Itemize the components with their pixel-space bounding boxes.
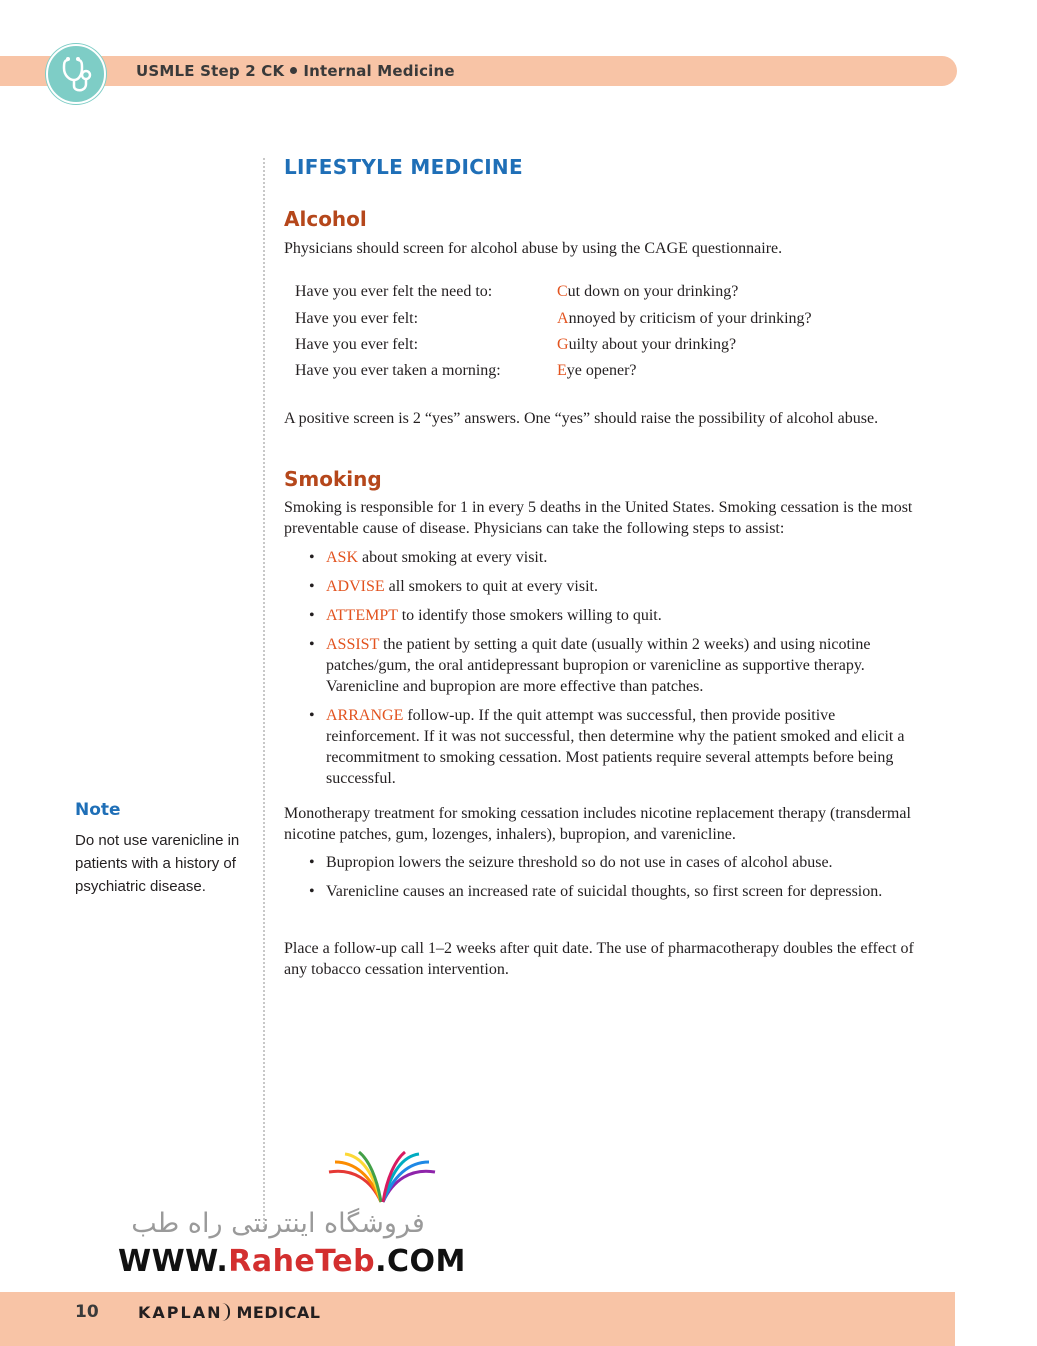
alcohol-positive-screen: A positive screen is 2 “yes” answers. One “yes” should raise the possibility of alcohol abuse.: [284, 410, 879, 427]
caution-bupropion: Bupropion lowers the seizure threshold so do not use in cases of alcohol abuse.: [326, 854, 833, 871]
section-title: LIFESTYLE MEDICINE: [284, 155, 523, 179]
stethoscope-icon: [46, 44, 106, 104]
caution-varenicline: Varenicline causes an increased rate of suicidal thoughts, so first screen for depression.: [326, 883, 883, 900]
monotherapy-paragraph: Monotherapy treatment for smoking cessation includes nicotine replacement therapy (transdermal nicotine patches, gum, lozenges, inhalers), bupropion, and varenicline.: [284, 805, 911, 843]
cage-answer-1: Cut down on your drinking?: [557, 283, 739, 300]
step-advise: ADVISE all smokers to quit at every visit.: [326, 578, 598, 595]
book-title: USMLE Step 2 CK: [136, 62, 285, 80]
running-header: [136, 62, 455, 80]
alcohol-heading: Alcohol: [284, 207, 367, 231]
step-attempt: ATTEMPT to identify those smokers willing to quit.: [326, 607, 662, 624]
watermark-url: WWW.RaheTeb.COM: [118, 1244, 466, 1279]
book-logo-icon: [325, 1150, 440, 1210]
cage-question-4: Have you ever taken a morning:: [295, 362, 501, 379]
cage-question-2: Have you ever felt:: [295, 310, 419, 327]
bullet-icon: •: [309, 707, 315, 724]
cage-answer-3: Guilty about your drinking?: [557, 336, 737, 353]
kaplan-medical-logo: KAPLAN MEDICAL: [138, 1303, 321, 1322]
followup-paragraph: Place a follow-up call 1–2 weeks after quit date. The use of pharmacotherapy doubles the effect of any tobacco cessation intervention.: [284, 940, 914, 978]
subject-title: Internal Medicine: [303, 62, 455, 80]
page-number: 10: [75, 1302, 99, 1322]
step-arrange: ARRANGE follow-up. If the quit attempt was successful, then provide positive reinforcement. If it was not successful, then determine why the patient smoked and elicit a recommitment to smoking cessation. Most patients require several attempts before being successful.: [326, 707, 905, 787]
cage-question-3: Have you ever felt:: [295, 336, 419, 353]
bullet-icon: •: [309, 883, 315, 900]
smoking-heading: Smoking: [284, 467, 382, 491]
bullet-icon: •: [309, 636, 315, 653]
bullet-icon: •: [309, 607, 315, 624]
step-assist: ASSIST the patient by setting a quit date (usually within 2 weeks) and using nicotine patches/gum, the oral antidepressant bupropion or varenicline as supportive therapy. Varenicline and bupropion are more effective than patches.: [326, 636, 871, 695]
margin-divider: [263, 158, 265, 1228]
cage-answer-2: Annoyed by criticism of your drinking?: [557, 310, 812, 327]
cage-answer-4: Eye opener?: [557, 362, 637, 379]
smoking-intro: Smoking is responsible for 1 in every 5 deaths in the United States. Smoking cessation is the most preventable cause of disease. Physicians can take the following steps to assist:: [284, 499, 913, 537]
alcohol-intro: Physicians should screen for alcohol abuse by using the CAGE questionnaire.: [284, 240, 783, 257]
bullet-icon: •: [309, 578, 315, 595]
note-text: Do not use varenicline in patients with a history of psychiatric disease.: [75, 832, 240, 895]
watermark-persian: فروشگاه اینترنتی راه طب: [131, 1208, 425, 1239]
cage-question-1: Have you ever felt the need to:: [295, 283, 493, 300]
note-title: Note: [75, 800, 121, 820]
bullet-icon: •: [309, 549, 315, 566]
separator-dot: [290, 67, 297, 74]
bullet-icon: •: [309, 854, 315, 871]
step-ask: ASK about smoking at every visit.: [326, 549, 548, 566]
